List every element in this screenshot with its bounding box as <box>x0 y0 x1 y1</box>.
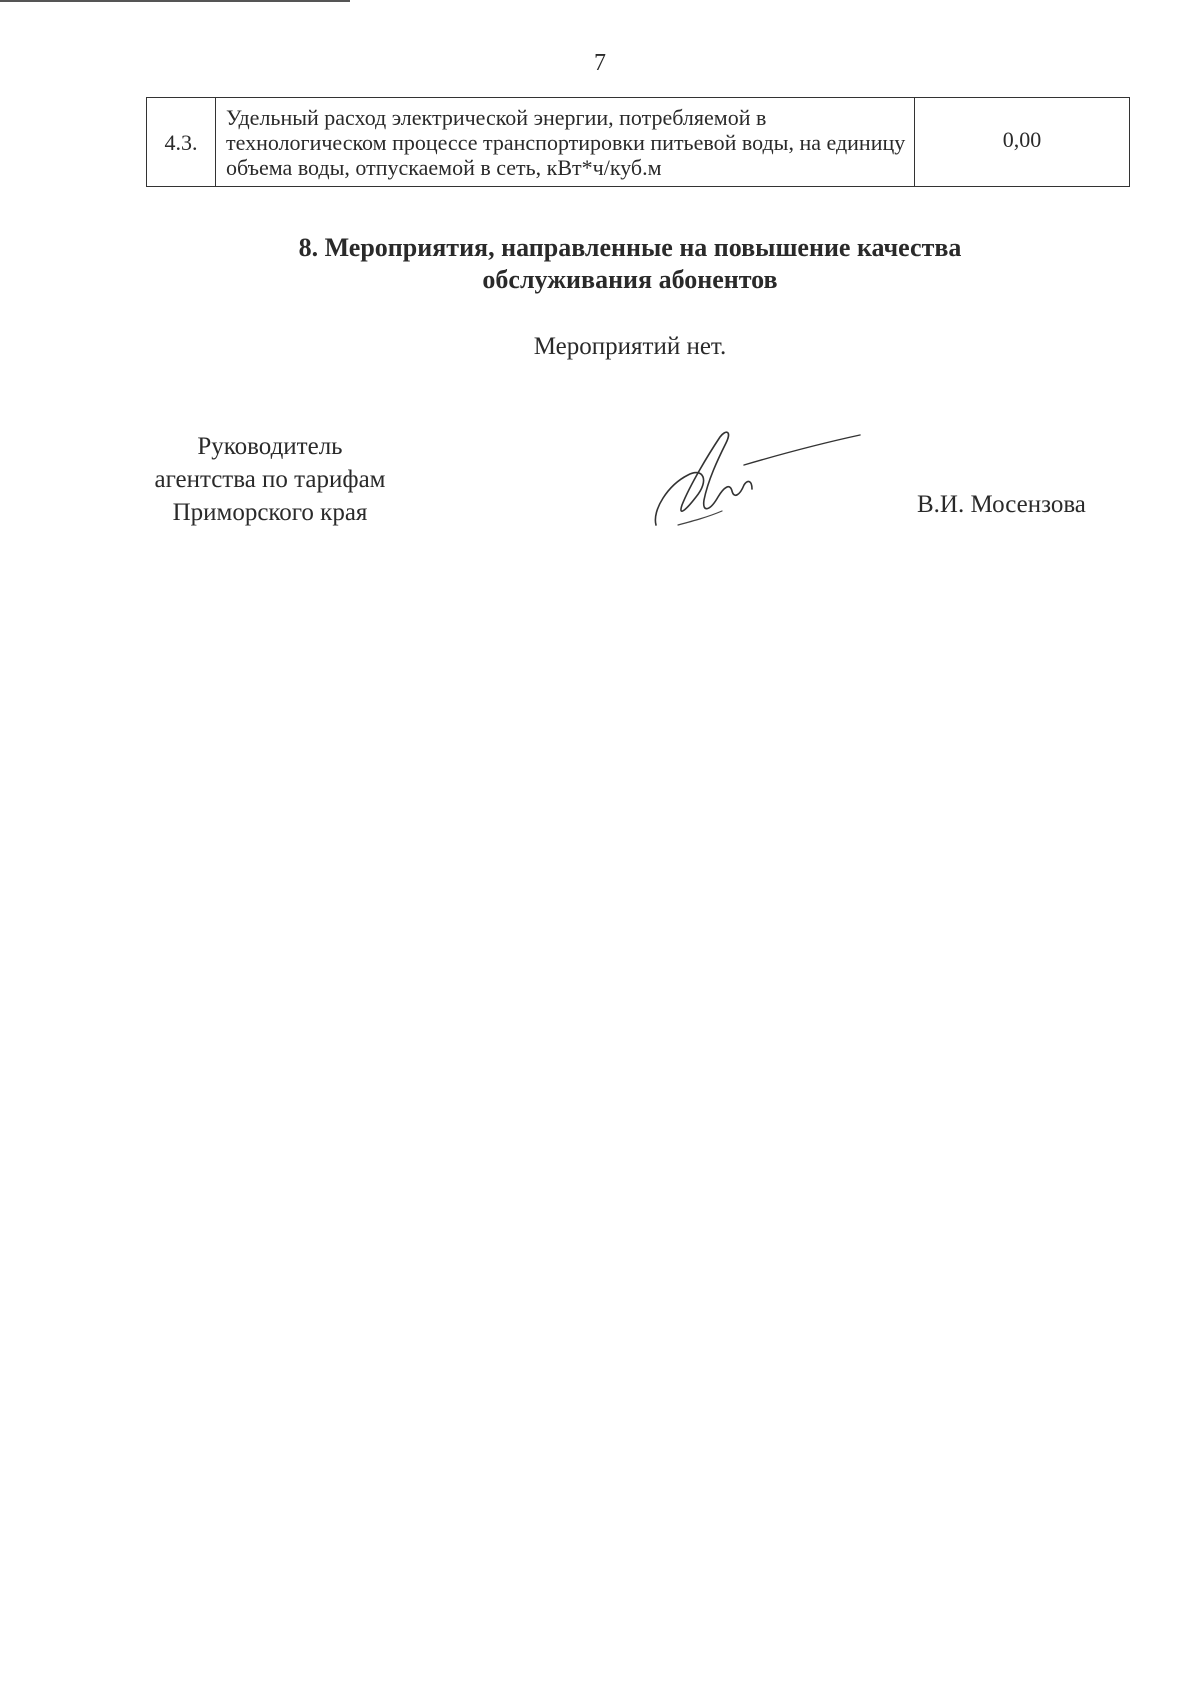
section-heading-line-1: 8. Мероприятия, направленные на повышение качества <box>298 233 962 262</box>
scan-edge-line <box>0 0 350 2</box>
section-heading-line-2: обслуживания абонентов <box>482 265 778 294</box>
row-description-cell: Удельный расход электрической энергии, потребляемой в технологическом процессе транспортировки питьевой воды, на единицу объема воды, отпускаемой в сеть, кВт*ч/куб.м <box>216 98 915 187</box>
signer-title-line-3: Приморского края <box>172 499 368 526</box>
row-number-cell: 4.3. <box>147 98 216 187</box>
signer-title-line-2: агентства по тарифам <box>154 466 386 493</box>
section-body-text: Мероприятий нет. <box>533 333 727 360</box>
signer-title-line-1: Руководитель <box>197 433 343 460</box>
row-value-cell: 0,00 <box>915 98 1130 187</box>
page-number: 7 <box>594 50 606 76</box>
signer-name: В.И. Мосензова <box>917 491 1086 518</box>
table-row <box>147 98 1130 187</box>
section-heading <box>0 232 1200 296</box>
signer-title <box>130 430 410 529</box>
indicator-table <box>146 97 1130 187</box>
handwritten-signature <box>648 425 868 535</box>
